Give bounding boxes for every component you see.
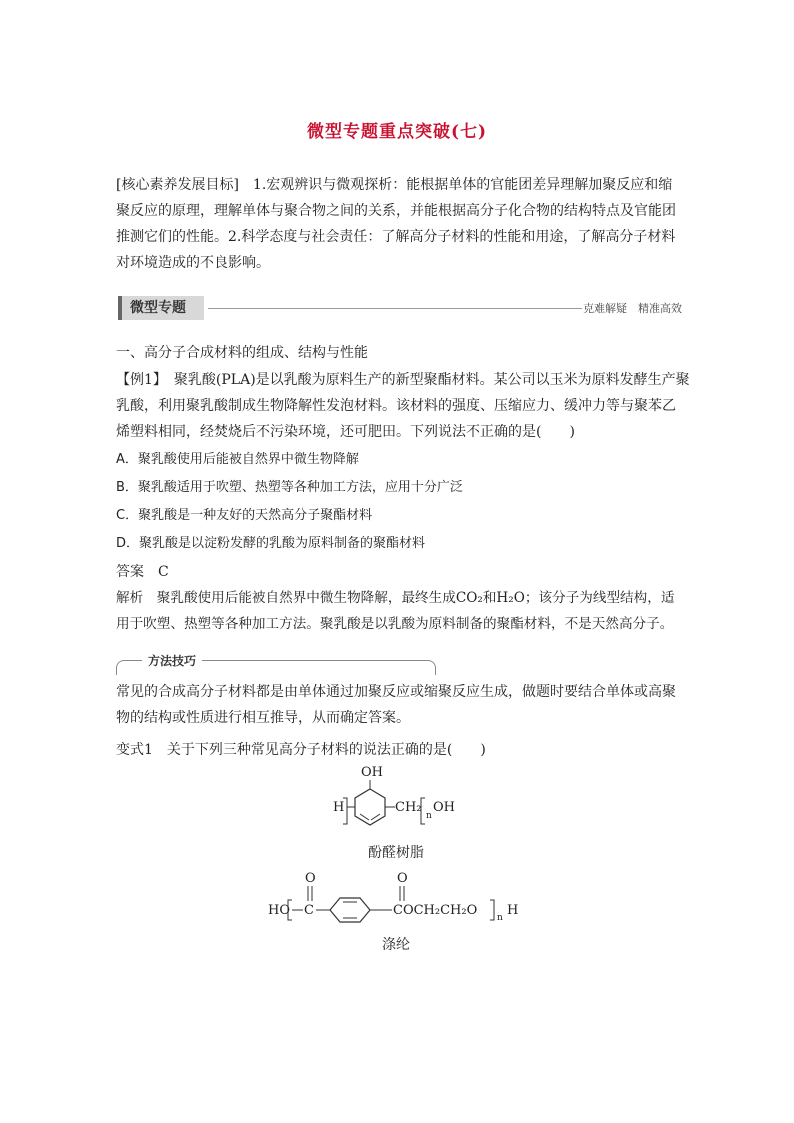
- mol2-name: 涤纶: [382, 937, 410, 953]
- benzene-ring: [355, 789, 385, 825]
- answer: 答案 C: [116, 564, 169, 580]
- analysis-line-2: 用于吹塑、热塑等各种加工方法。聚乳酸是以乳酸为原料制备的聚酯材料，不是天然高分子。: [116, 616, 674, 632]
- banner-rule: [208, 308, 582, 309]
- variant-question: 变式1 关于下列三种常见高分子材料的说法正确的是( ): [116, 742, 486, 758]
- option-a: A．聚乳酸使用后能被自然界中微生物降解: [116, 452, 359, 467]
- mol1-ch2: CH₂: [395, 800, 422, 815]
- section-heading: 一、高分子合成材料的组成、结构与性能: [116, 345, 368, 361]
- option-b: B．聚乳酸适用于吹塑、热塑等各种加工方法，应用十分广泛: [116, 480, 463, 495]
- tips-label: 方法技巧: [142, 652, 202, 669]
- mol1-name: 酚醛树脂: [368, 845, 424, 861]
- objectives-line-2: 聚反应的原理，理解单体与聚合物之间的关系，并能根据高分子化合物的结构特点及官能团: [116, 203, 676, 219]
- section-banner: [116, 296, 682, 320]
- mol1-oh-end: OH: [433, 800, 455, 815]
- mol2-h: H: [507, 903, 519, 918]
- page-title: 微型专题重点突破(七): [306, 122, 488, 142]
- mol2-chain: COCH₂CH₂O: [393, 903, 478, 918]
- objectives-line-4: 对环境造成的不良影响。: [116, 255, 270, 271]
- mol1-h: H: [333, 800, 345, 815]
- option-d: D．聚乳酸是以淀粉发酵的乳酸为原料制备的聚酯材料: [116, 536, 426, 551]
- mol2-o1: O: [305, 871, 316, 886]
- option-c: C．聚乳酸是一种友好的天然高分子聚酯材料: [116, 508, 373, 523]
- banner-slogan: 克难解疑 精准高效: [583, 302, 682, 315]
- mol2-c: C: [304, 903, 314, 918]
- mol1-n: n: [426, 811, 432, 821]
- mol2-n: n: [497, 913, 503, 923]
- example-line-2: 乳酸，利用聚乳酸制成生物降解性发泡材料。该材料的强度、压缩应力、缓冲力等与聚苯乙: [116, 398, 676, 414]
- objectives-line-3: 推测它们的性能。2.科学态度与社会责任：了解高分子材料的性能和用途，了解高分子材料: [116, 229, 676, 245]
- mol1-oh-top: OH: [361, 765, 383, 780]
- objectives-line-1: [核心素养发展目标] 1.宏观辨识与微观探析：能根据单体的官能团差异理解加聚反应和缩: [116, 177, 673, 193]
- analysis-line-1: 解析 聚乳酸使用后能被自然界中微生物降解，最终生成CO₂和H₂O；该分子为线型结构，适: [116, 590, 675, 606]
- example-line-3: 烯塑料相同，经焚烧后不污染环境，还可肥田。下列说法不正确的是( ): [116, 424, 575, 440]
- method-tips-frame: [116, 652, 436, 672]
- tips-line-2: 物的结构或性质进行相互推导，从而确定答案。: [116, 710, 410, 726]
- mol2-ho: HO: [268, 903, 290, 918]
- tips-line-1: 常见的合成高分子材料都是由单体通过加聚反应或缩聚反应生成，做题时要结合单体或高聚: [116, 684, 676, 700]
- phenolic-resin-structure: [325, 762, 465, 842]
- mol2-o2: O: [397, 871, 408, 886]
- banner-tag: 微型专题: [118, 296, 204, 320]
- polyester-structure: [268, 868, 528, 928]
- example-line-1: 【例1】 聚乳酸(PLA)是以乳酸为原料生产的新型聚酯材料。某公司以玉米为原料发酵生产聚: [116, 372, 690, 388]
